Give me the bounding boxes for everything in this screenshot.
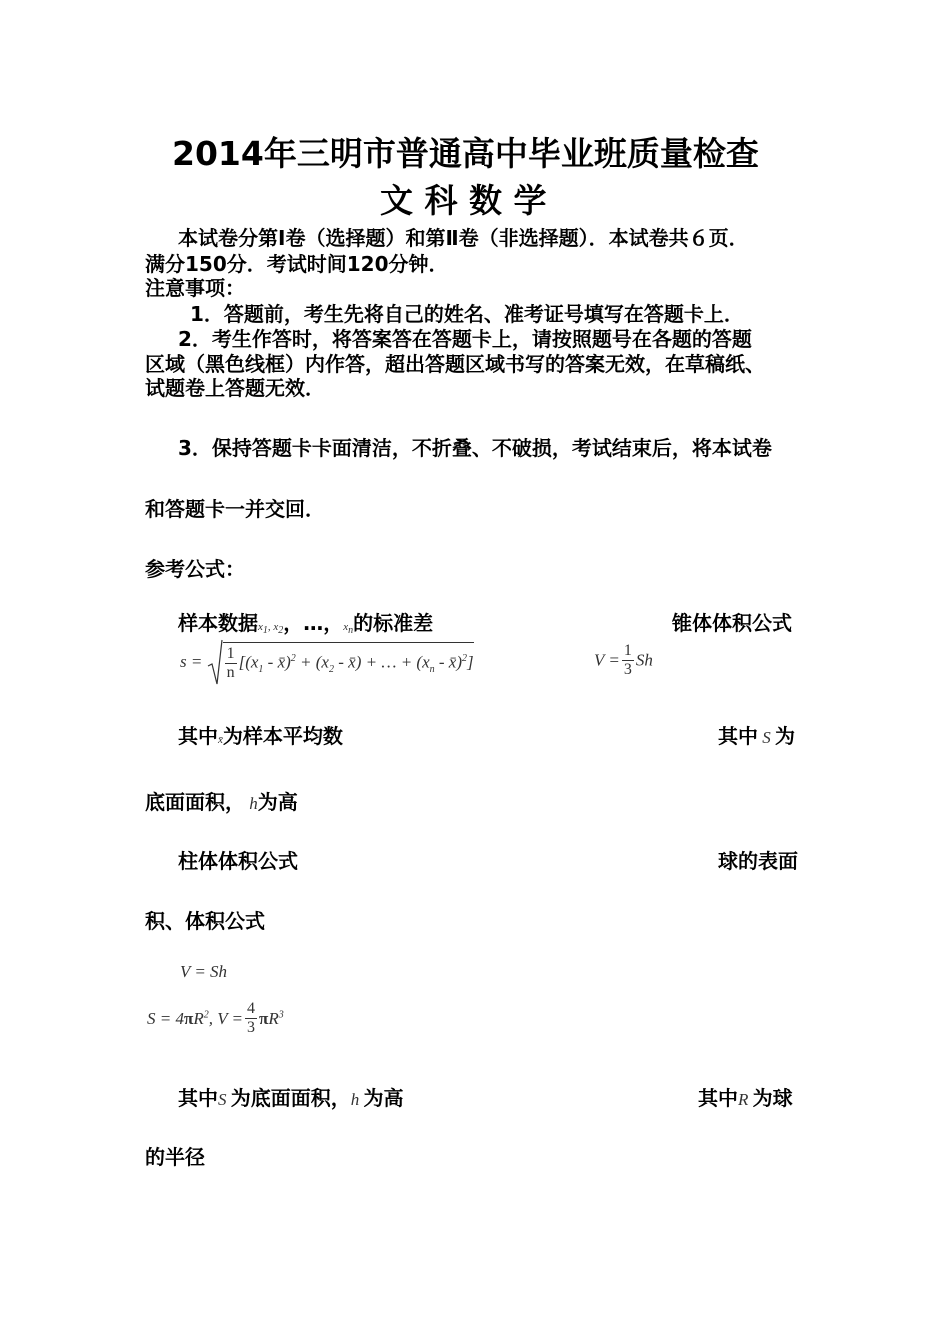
sphere-where-note-cont: 的半径 <box>145 1145 205 1169</box>
sphere-formula: $S = 4\pi R^2$, V = $\frac{4}{3}$ $\pi R^3$ <box>147 1000 284 1036</box>
std-dev-formula: s = $\frac{1}{n}$ [($x_1$ - x̄)$^2$ + ($x_2$ - x̄) + … + ($x_n$ - x̄)$^2$] <box>180 638 474 686</box>
cone-volume-formula: V = $\frac{1}{3}$ Sh <box>594 642 653 678</box>
x1-x2-symbol: x1, x2 <box>258 621 284 637</box>
intro-line-2: 满分150分．考试时间120分钟． <box>145 252 449 276</box>
prism-where-note: 其中S 为底面面积，h 为高 <box>178 1086 404 1110</box>
x-bar-symbol: x̄ <box>218 734 223 746</box>
intro-line-1: 本试卷分第Ⅰ卷（选择题）和第Ⅱ卷（非选择题）．本试卷共６页． <box>178 226 749 250</box>
note-1: 1．答题前，考生先将自己的姓名、准考证号填写在答题卡上． <box>190 302 744 326</box>
note-2-line-2: 区域（黑色线框）内作答，超出答题区域书写的答案无效，在草稿纸、 <box>145 352 765 376</box>
prism-volume-formula: V = Sh <box>180 962 228 981</box>
sphere-label-cont: 积、体积公式 <box>145 909 265 933</box>
note-3-line-2: 和答题卡一并交回． <box>145 497 325 521</box>
sqrt-symbol-icon <box>207 638 223 686</box>
document-title: 2014年三明市普通高中毕业班质量检查 <box>172 134 759 173</box>
prism-volume-label: 柱体体积公式 <box>178 849 298 873</box>
mean-note: 其中x̄为样本平均数 <box>178 724 343 748</box>
xn-symbol: xn <box>343 621 354 637</box>
note-3-line-1: 3．保持答题卡卡面清洁，不折叠、不破损，考试结束后，将本试卷 <box>178 436 772 460</box>
sphere-label: 球的表面 <box>718 849 798 873</box>
note-2-line-1: 2．考生作答时，将答案答在答题卡上，请按照题号在各题的答题 <box>178 327 752 351</box>
notes-heading: 注意事项： <box>145 276 245 300</box>
note-2-line-3: 试题卷上答题无效． <box>145 376 325 400</box>
formula-heading: 参考公式： <box>145 557 245 581</box>
cone-where-note-cont: 底面面积， h为高 <box>145 790 298 814</box>
cone-volume-label: 锥体体积公式 <box>672 611 792 635</box>
document-subtitle: 文 科 数 学 <box>380 181 547 220</box>
cone-where-note: 其中 S 为 <box>718 724 795 748</box>
sphere-where-note: 其中R 为球 <box>698 1086 793 1110</box>
std-dev-label: 样本数据x1, x2，…，xn的标准差 <box>178 611 434 637</box>
